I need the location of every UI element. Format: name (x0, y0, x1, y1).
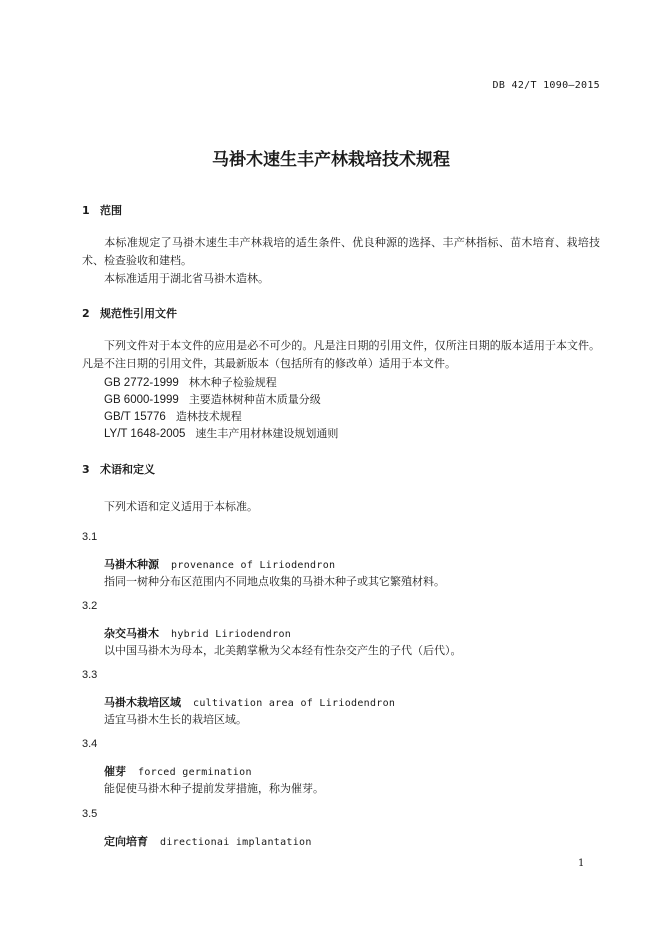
term-english: hybrid Liriodendron (171, 629, 292, 640)
section-title: 术语和定义 (100, 463, 155, 476)
term-definition: 以中国马褂木为母本，北美鹅掌楸为父本经有性杂交产生的子代（后代）。 (104, 644, 462, 657)
section-3-heading (82, 461, 155, 477)
reference-name: 造林技术规程 (175, 410, 242, 423)
term-definition: 指同一树种分布区范围内不同地点收集的马褂木种子或其它繁殖材料。 (104, 575, 445, 588)
term-chinese: 马褂木种源 (104, 558, 159, 571)
document-code: DB 42/T 1090—2015 (492, 80, 600, 91)
section-2-heading (82, 305, 177, 321)
reference-name: 林木种子检验规程 (188, 376, 277, 389)
term-english: forced germination (138, 767, 252, 778)
reference-item (104, 408, 242, 424)
term-chinese: 催芽 (104, 765, 126, 778)
terms-intro: 下列术语和定义适用于本标准。 (104, 500, 258, 513)
term-chinese: 定向培育 (104, 835, 148, 848)
scope-applicability: 本标准适用于湖北省马褂木造林。 (104, 272, 269, 285)
term-number: 3.5 (82, 808, 98, 820)
term-definition: 适宜马褂木生长的栽培区域。 (104, 713, 247, 726)
normative-text: 下列文件对于本文件的应用是必不可少的。凡是注日期的引用文件，仅所注日期的版本适用于本文件。凡是不注日期的引用文件，其最新版本（包括所有的修改单）适用于本文件。 (82, 339, 600, 370)
reference-code: GB/T 15776 (104, 411, 166, 423)
scope-paragraph (82, 234, 600, 270)
reference-item (104, 374, 277, 390)
term-english: directionai implantation (160, 837, 312, 848)
term-number: 3.4 (82, 738, 98, 750)
reference-item (104, 425, 338, 441)
page-number: 1 (578, 858, 585, 869)
term-definition: 能促使马褂木种子提前发芽措施，称为催芽。 (104, 782, 324, 795)
term-title (104, 694, 395, 710)
term-number: 3.3 (82, 669, 98, 681)
term-title (104, 556, 335, 572)
section-title: 范围 (100, 204, 122, 217)
term-number: 3.1 (82, 531, 98, 543)
reference-item (104, 391, 321, 407)
term-english: cultivation area of Liriodendron (193, 698, 396, 709)
term-title (104, 833, 312, 849)
scope-text: 本标准规定了马褂木速生丰产林栽培的适生条件、优良种源的选择、丰产林指标、苗木培育、栽培技术、检查验收和建档。 (82, 236, 600, 267)
section-number: 1 (82, 204, 90, 217)
term-number: 3.2 (82, 600, 98, 612)
normative-paragraph (82, 337, 600, 373)
term-title (104, 763, 252, 779)
reference-code: GB 2772-1999 (104, 377, 179, 389)
reference-name: 主要造林树种苗木质量分级 (188, 393, 321, 406)
document-title: 马褂木速生丰产林栽培技术规程 (212, 150, 450, 170)
term-title (104, 625, 291, 641)
section-number: 3 (82, 463, 90, 476)
section-title: 规范性引用文件 (100, 307, 177, 320)
term-english: provenance of Liriodendron (171, 560, 336, 571)
reference-name: 速生丰产用材林建设规划通则 (195, 427, 339, 440)
term-chinese: 杂交马褂木 (104, 627, 159, 640)
reference-code: GB 6000-1999 (104, 394, 179, 406)
section-number: 2 (82, 307, 90, 320)
reference-code: LY/T 1648-2005 (104, 428, 186, 440)
term-chinese: 马褂木栽培区域 (104, 696, 181, 709)
section-1-heading (82, 202, 122, 218)
